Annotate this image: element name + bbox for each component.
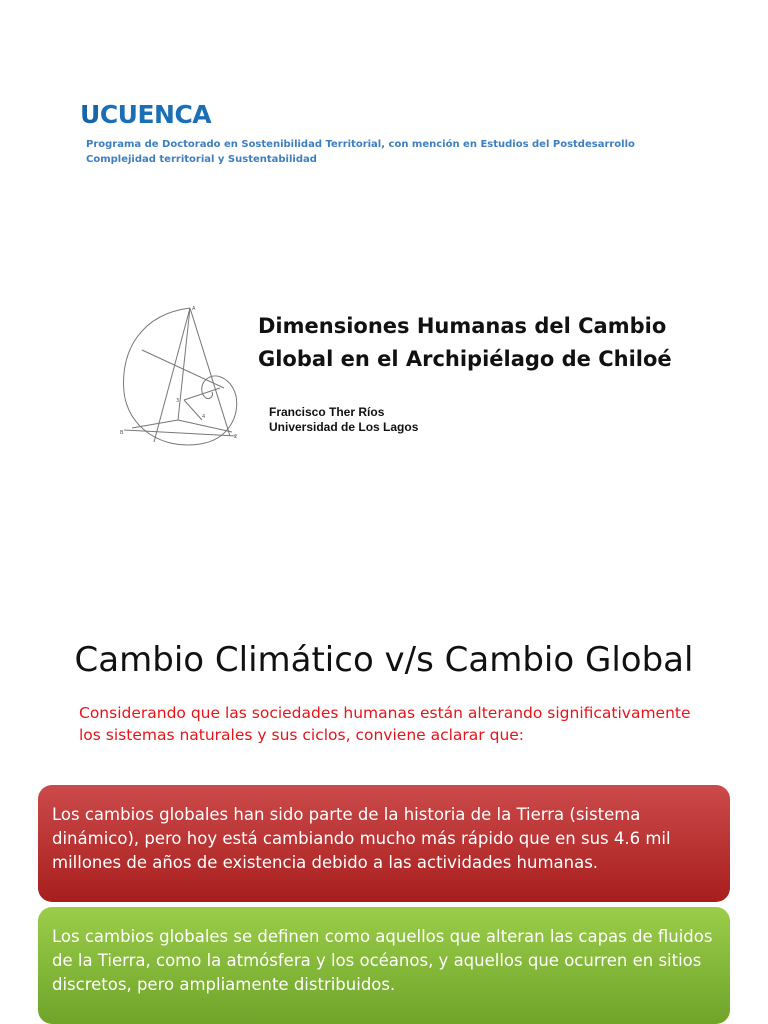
svg-text:4: 4 xyxy=(202,414,206,420)
intro-text xyxy=(79,702,739,746)
svg-text:B: B xyxy=(120,430,124,436)
definition-box: Los cambios globales se definen como aquellos que alteran las capas de fluidos de la Tierra, como la atmósfera y los océanos, y aquellos que ocurren en sitios discretos, pero ampliamente distribuidos. xyxy=(38,907,730,1024)
intro-line-2: los sistemas naturales y sus ciclos, conviene aclarar que: xyxy=(79,726,525,744)
svg-text:A: A xyxy=(192,306,196,312)
author-block xyxy=(269,405,418,435)
slide-title: Cambio Climático v/s Cambio Global xyxy=(74,640,694,680)
program-line-1: Programa de Doctorado en Sostenibilidad Territorial, con mención en Estudios del Postdesarrollo xyxy=(86,139,635,150)
intro-line-1: Considerando que las sociedades humanas están alterando significativamente xyxy=(79,704,691,722)
author-affiliation: Universidad de Los Lagos xyxy=(269,420,419,434)
ucuenca-logo: UCUENCA xyxy=(80,100,212,129)
title-line-2: Global en el Archipiélago de Chiloé xyxy=(258,347,672,371)
svg-text:3: 3 xyxy=(176,398,180,404)
presentation-title xyxy=(258,310,728,376)
golden-spiral-diagram xyxy=(112,300,252,460)
author-name: Francisco Ther Ríos xyxy=(269,405,385,419)
historical-change-box: Los cambios globales han sido parte de la historia de la Tierra (sistema dinámico), pero hoy está cambiando mucho más rápido que en sus 4.6 mil millones de años de existencia debido a las actividades humanas. xyxy=(38,785,730,902)
content-slide xyxy=(0,576,768,1024)
program-description xyxy=(86,137,635,167)
title-line-1: Dimensiones Humanas del Cambio xyxy=(258,314,667,338)
svg-text:2: 2 xyxy=(234,434,238,440)
program-line-2: Complejidad territorial y Sustentabilidad xyxy=(86,154,317,165)
